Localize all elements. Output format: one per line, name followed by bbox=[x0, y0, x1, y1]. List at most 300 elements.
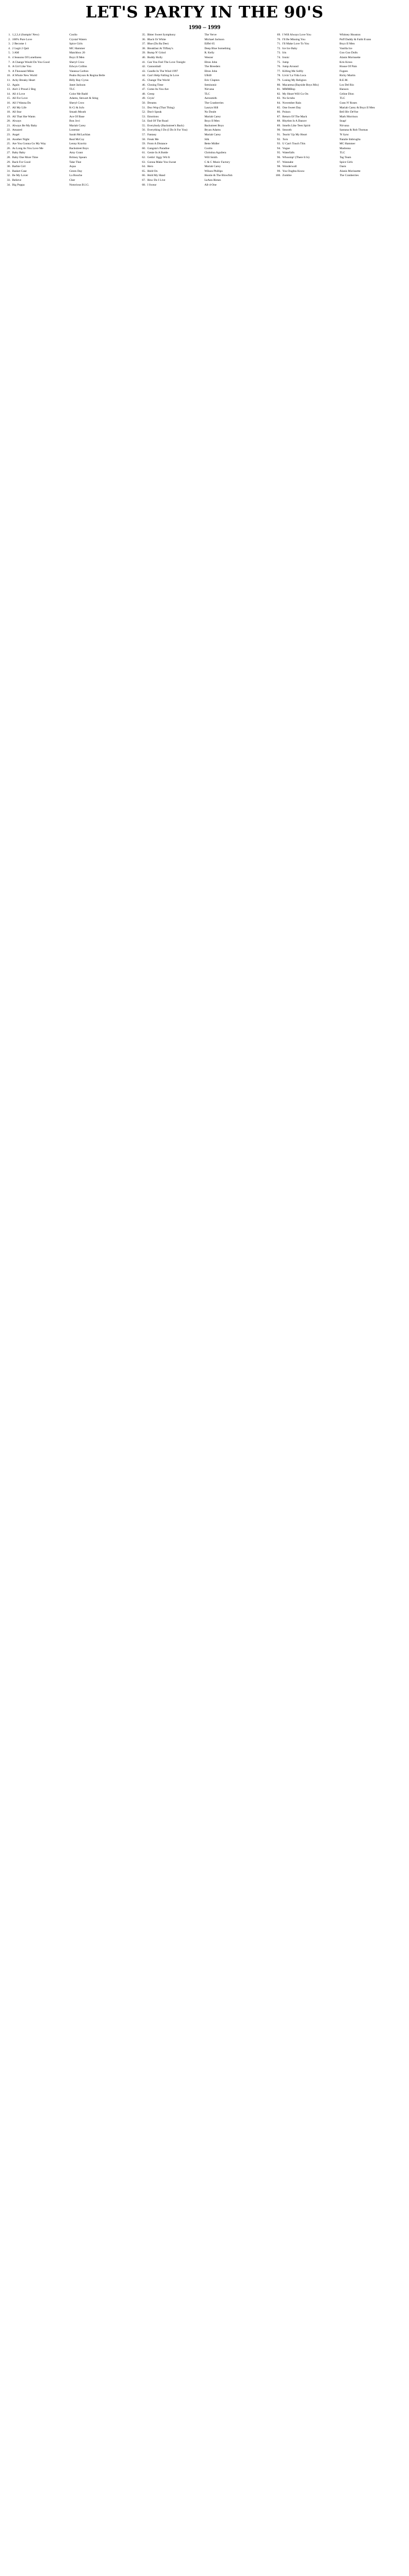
song-entry bbox=[137, 133, 271, 137]
song-title: 3 AM bbox=[12, 51, 19, 55]
entry-number: 12. bbox=[7, 83, 11, 87]
song-title: November Rain bbox=[282, 101, 302, 105]
song-title: Always bbox=[12, 119, 22, 123]
artist-name: Santana & Rob Thomas bbox=[339, 128, 368, 132]
artist-name: TLC bbox=[69, 88, 75, 91]
entry-number: 92. bbox=[277, 137, 281, 141]
entry-number: 68. bbox=[142, 183, 146, 187]
song-title: Can You Feel The Love Tonight bbox=[147, 60, 186, 64]
entry-number: 91. bbox=[277, 133, 281, 137]
song-title: Vogue bbox=[282, 146, 290, 150]
song-title: As Long As You Love Me bbox=[12, 146, 43, 150]
artist-name: Mark Morrison bbox=[339, 115, 358, 118]
song-title: End Of The Road bbox=[147, 119, 168, 123]
song-title: Another Night bbox=[12, 137, 30, 141]
song-entry bbox=[137, 69, 271, 74]
entry-number: 71. bbox=[277, 42, 281, 46]
song-title: Ice Ice Baby bbox=[282, 47, 297, 50]
song-title: Losing My Religion bbox=[282, 78, 307, 82]
song-entry bbox=[2, 151, 137, 155]
page-title: LET'S PARTY IN THE 90'S bbox=[85, 3, 324, 22]
entry-number: 38. bbox=[142, 47, 146, 50]
song-entry bbox=[2, 137, 137, 142]
entry-number: 63. bbox=[142, 160, 146, 164]
song-title: U Can't Touch This bbox=[282, 142, 306, 146]
artist-name: Kris Kross bbox=[339, 60, 352, 64]
artist-name: Sheryl Crow bbox=[69, 101, 85, 105]
song-title: One Sweet Day bbox=[282, 106, 301, 109]
artist-name: Take That bbox=[69, 160, 81, 164]
song-title: Tearin' Up My Heart bbox=[282, 133, 307, 137]
song-entry bbox=[272, 65, 407, 69]
entry-number: 61. bbox=[142, 151, 146, 155]
song-title: Baby Baby bbox=[12, 151, 26, 155]
song-entry bbox=[137, 42, 271, 47]
song-title: Be My Lover bbox=[12, 174, 29, 178]
song-title: Dreams bbox=[147, 101, 157, 105]
song-entry bbox=[272, 128, 407, 133]
artist-name: Bell Biv DeVoe bbox=[339, 111, 358, 114]
entry-number: 8. bbox=[8, 65, 11, 69]
artist-name: Elton John bbox=[204, 69, 217, 73]
song-entry bbox=[2, 173, 137, 178]
entry-number: 24. bbox=[7, 137, 11, 141]
artist-name: Guns N' Roses bbox=[339, 101, 357, 105]
entry-number: 7. bbox=[8, 60, 11, 64]
artist-name: Nirvana bbox=[204, 88, 214, 91]
artist-name: Britney Spears bbox=[69, 156, 87, 160]
song-title: Smells Like Teen Spirit bbox=[282, 124, 311, 127]
song-entry bbox=[2, 169, 137, 174]
artist-name: The Verve bbox=[204, 33, 217, 36]
entry-number: 69. bbox=[277, 33, 281, 36]
entry-number: 70. bbox=[277, 38, 281, 41]
entry-number: 86. bbox=[277, 111, 281, 114]
entry-number: 4. bbox=[8, 47, 11, 50]
song-entry bbox=[272, 56, 407, 60]
song-entry bbox=[272, 60, 407, 65]
song-entry bbox=[137, 92, 271, 97]
song-title: Basket Case bbox=[12, 169, 27, 173]
entry-number: 53. bbox=[142, 115, 146, 118]
artist-name: Green Day bbox=[69, 169, 83, 173]
artist-name: House Of Pain bbox=[339, 65, 357, 69]
artist-name: Eiffel 65 bbox=[204, 42, 215, 46]
song-entry bbox=[272, 42, 407, 47]
artist-name: Nirvana bbox=[339, 124, 349, 127]
entry-number: 50. bbox=[142, 101, 146, 105]
artist-name: MC Hammer bbox=[339, 142, 356, 146]
song-entry bbox=[272, 83, 407, 88]
artist-name: 'N Sync bbox=[339, 133, 349, 137]
artist-name: Mariah Carey bbox=[69, 124, 86, 127]
entry-number: 33. bbox=[7, 179, 11, 182]
artist-name: Eric Clapton bbox=[204, 78, 220, 82]
artist-name: Bette Midler bbox=[204, 142, 220, 146]
song-entry bbox=[2, 47, 137, 51]
entry-number: 77. bbox=[277, 69, 281, 73]
song-entry bbox=[2, 160, 137, 165]
song-title: Buddy Holly bbox=[147, 56, 163, 59]
song-entry bbox=[2, 51, 137, 56]
entry-number: 46. bbox=[142, 83, 146, 87]
entry-number: 65. bbox=[142, 169, 146, 173]
song-title: Emotions bbox=[147, 115, 159, 118]
song-entry bbox=[272, 155, 407, 160]
song-entry bbox=[272, 142, 407, 146]
song-entry bbox=[137, 151, 271, 155]
entry-number: 64. bbox=[142, 165, 146, 169]
artist-name: Natalie Imbruglia bbox=[339, 137, 361, 141]
artist-name: Los Del Rio bbox=[339, 83, 355, 87]
song-entry bbox=[2, 65, 137, 69]
artist-name: Coolio bbox=[69, 33, 78, 36]
entry-number: 21. bbox=[7, 124, 11, 127]
entry-number: 79. bbox=[277, 78, 281, 82]
song-entry bbox=[2, 60, 137, 65]
artist-name: Boyz II Men bbox=[339, 42, 355, 46]
song-title: Everybody (Backstreet's Back) bbox=[147, 124, 184, 127]
song-title: All For Love bbox=[12, 97, 28, 100]
song-title: Change The World bbox=[147, 78, 170, 82]
artist-name: Vanessa Carlton bbox=[69, 69, 89, 73]
song-entry bbox=[137, 106, 271, 111]
entry-number: 19. bbox=[7, 115, 11, 118]
song-entry bbox=[272, 96, 407, 101]
song-entry bbox=[2, 101, 137, 106]
entry-number: 85. bbox=[277, 106, 281, 109]
song-entry bbox=[2, 183, 137, 188]
artist-name: Aerosmith bbox=[204, 97, 217, 100]
artist-name: Real McCoy bbox=[69, 137, 85, 141]
song-entry bbox=[2, 178, 137, 183]
entry-number: 37. bbox=[142, 42, 146, 46]
song-entry bbox=[137, 47, 271, 51]
entry-number: 27. bbox=[7, 151, 11, 155]
entry-number: 67. bbox=[142, 179, 146, 182]
artist-name: All-4-One bbox=[204, 183, 217, 187]
song-entry bbox=[272, 133, 407, 137]
entry-number: 57. bbox=[142, 133, 146, 137]
song-title: Can't Help Falling In Love bbox=[147, 74, 179, 78]
song-entry bbox=[2, 115, 137, 119]
entry-number: 73. bbox=[277, 51, 281, 55]
artist-name: R. Kelly bbox=[204, 51, 215, 55]
song-title: Jump Around bbox=[282, 65, 298, 69]
artist-name: Christina Aguilera bbox=[204, 151, 226, 155]
song-title: Achy Breaky Heart bbox=[12, 78, 35, 82]
artist-name: Backstreet Boys bbox=[69, 146, 89, 150]
entry-number: 47. bbox=[142, 88, 146, 91]
entry-number: 84. bbox=[277, 101, 281, 105]
entry-number: 44. bbox=[142, 74, 146, 78]
song-title: Creep bbox=[147, 92, 154, 96]
artist-name: Smash Mouth bbox=[69, 111, 86, 114]
entry-number: 9. bbox=[8, 69, 11, 73]
song-title: 100% Pure Love bbox=[12, 38, 32, 41]
song-entry bbox=[272, 115, 407, 119]
artist-name: Crystal Waters bbox=[69, 38, 87, 41]
song-entry bbox=[2, 119, 137, 124]
entry-number: 49. bbox=[142, 97, 146, 100]
song-entry bbox=[272, 73, 407, 78]
song-title: Return Of The Mack bbox=[282, 115, 307, 118]
song-entry bbox=[2, 92, 137, 97]
entry-number: 88. bbox=[277, 119, 281, 123]
entry-number: 43. bbox=[142, 69, 146, 73]
song-title: Fantasy bbox=[147, 133, 157, 137]
song-title: Wannabe bbox=[282, 160, 294, 164]
entry-number: 76. bbox=[277, 65, 281, 69]
entry-number: 2. bbox=[8, 38, 11, 41]
entry-number: 40. bbox=[142, 56, 146, 59]
artist-name: Janet Jackson bbox=[69, 83, 86, 87]
page-subtitle: 1990 – 1999 bbox=[188, 23, 221, 31]
artist-name: Alanis Morissette bbox=[339, 56, 361, 59]
artist-name: Madonna bbox=[339, 146, 351, 150]
entry-number: 22. bbox=[7, 128, 11, 132]
artist-name: Semisonic bbox=[204, 83, 217, 87]
song-title: You Oughta Know bbox=[282, 169, 305, 173]
artist-name: TLC bbox=[204, 92, 210, 96]
entry-number: 23. bbox=[7, 133, 11, 137]
artist-name: Michael Jackson bbox=[204, 38, 224, 41]
entry-number: 17. bbox=[7, 106, 11, 109]
song-title: All Star bbox=[12, 111, 22, 114]
song-title: My Heart Will Go On bbox=[282, 92, 308, 96]
song-title: Baby One More Time bbox=[12, 156, 38, 160]
song-title: Wonderwall bbox=[282, 165, 297, 169]
artist-name: Billy Ray Cyrus bbox=[69, 78, 89, 82]
artist-name: C & C Music Factory bbox=[204, 160, 230, 164]
entry-number: 35. bbox=[142, 33, 146, 36]
song-column-2 bbox=[137, 33, 271, 2571]
artist-name: Will Smith bbox=[204, 156, 217, 160]
entry-number: 59. bbox=[142, 142, 146, 146]
song-title: I Swear bbox=[147, 183, 157, 187]
song-entry bbox=[137, 119, 271, 124]
song-entry bbox=[2, 133, 137, 137]
song-entry bbox=[137, 155, 271, 160]
artist-name: Hootie & The Blowfish bbox=[204, 174, 233, 178]
entry-number: 93. bbox=[277, 142, 281, 146]
song-title: Bump N' Grind bbox=[147, 51, 166, 55]
artist-name: Tag Team bbox=[339, 156, 351, 160]
artist-name: Lauryn Hill bbox=[204, 106, 219, 109]
song-title: I'll Be Missing You bbox=[282, 38, 305, 41]
song-entry bbox=[2, 78, 137, 83]
song-title: Again bbox=[12, 83, 20, 87]
song-entry bbox=[2, 96, 137, 101]
entry-number: 32. bbox=[7, 174, 11, 178]
song-entry bbox=[272, 51, 407, 56]
song-title: Big Poppa bbox=[12, 183, 25, 187]
artist-name: Backstreet Boys bbox=[204, 124, 224, 127]
song-entry bbox=[272, 119, 407, 124]
artist-name: Spice Girls bbox=[69, 42, 83, 46]
song-title: Ironic bbox=[282, 56, 290, 59]
entry-number: 60. bbox=[142, 146, 146, 150]
artist-name: No Doubt bbox=[204, 111, 216, 114]
artist-name: Whitney Houston bbox=[339, 33, 361, 36]
entry-number: 18. bbox=[7, 111, 11, 114]
song-title: Hold On bbox=[147, 169, 158, 173]
entry-number: 20. bbox=[7, 119, 11, 123]
entry-number: 41. bbox=[142, 60, 146, 64]
song-title: Breakfast At Tiffany's bbox=[147, 47, 174, 50]
song-title: A Change Would Do You Good bbox=[12, 60, 50, 64]
entry-number: 100. bbox=[275, 174, 281, 178]
entry-number: 99. bbox=[277, 169, 281, 173]
song-entry bbox=[272, 124, 407, 128]
artist-name: Goo Goo Dolls bbox=[339, 51, 358, 55]
entry-number: 96. bbox=[277, 156, 281, 160]
artist-name: Coolio bbox=[204, 146, 213, 150]
song-title: Gettin' Jiggy Wit It bbox=[147, 156, 170, 160]
song-title: Killing Me Softly bbox=[282, 69, 304, 73]
entry-number: 80. bbox=[277, 83, 281, 87]
song-title: Back For Good bbox=[12, 160, 31, 164]
song-entry bbox=[137, 178, 271, 183]
entry-number: 58. bbox=[142, 137, 146, 141]
song-title: Don't Speak bbox=[147, 111, 162, 114]
song-entry bbox=[137, 73, 271, 78]
song-entry bbox=[137, 33, 271, 38]
artist-name: Aqua bbox=[69, 165, 76, 169]
song-column-1 bbox=[2, 33, 137, 2571]
song-entry bbox=[2, 155, 137, 160]
entry-number: 94. bbox=[277, 146, 281, 150]
song-title: Poison bbox=[282, 111, 290, 114]
artist-name: Edwyn Collins bbox=[69, 65, 87, 69]
song-entry bbox=[137, 146, 271, 151]
entry-number: 16. bbox=[7, 101, 11, 105]
artist-name: Color Me Badd bbox=[69, 92, 88, 96]
entry-number: 31. bbox=[7, 169, 11, 173]
song-title: Come As You Are bbox=[147, 88, 169, 91]
song-title: Doo Wop (That Thing) bbox=[147, 106, 175, 109]
song-title: Hero bbox=[147, 165, 153, 169]
song-entry bbox=[137, 110, 271, 115]
artist-name: Deep Blue Something bbox=[204, 47, 231, 50]
song-title: Zombie bbox=[282, 174, 292, 178]
song-entry bbox=[2, 128, 137, 133]
song-entry bbox=[272, 164, 407, 169]
song-title: Bitter Sweet Symphony bbox=[147, 33, 176, 36]
entry-number: 34. bbox=[7, 183, 11, 187]
song-title: Rhythm Is A Dancer bbox=[282, 119, 307, 123]
entry-number: 83. bbox=[277, 97, 281, 100]
artist-name: Amy Grant bbox=[69, 151, 83, 155]
song-entry bbox=[2, 164, 137, 169]
song-title: Angel bbox=[12, 133, 20, 137]
song-entry bbox=[137, 56, 271, 60]
artist-name: Oasis bbox=[339, 165, 347, 169]
song-entry bbox=[272, 173, 407, 178]
song-entry bbox=[2, 73, 137, 78]
song-title: From A Distance bbox=[147, 142, 168, 146]
entry-number: 36. bbox=[142, 38, 146, 41]
song-title: Believe bbox=[12, 179, 22, 182]
song-title: Waterfalls bbox=[282, 151, 295, 155]
entry-number: 82. bbox=[277, 92, 281, 96]
song-entry bbox=[137, 65, 271, 69]
song-entry bbox=[2, 42, 137, 47]
entry-number: 5. bbox=[8, 51, 11, 55]
song-entry bbox=[272, 87, 407, 92]
entry-number: 81. bbox=[277, 88, 281, 91]
song-title: Ain't 2 Proud 2 Beg bbox=[12, 88, 36, 91]
song-entry bbox=[137, 137, 271, 142]
song-title: Livin' La Vida Loca bbox=[282, 74, 306, 78]
song-title: All That She Wants bbox=[12, 115, 35, 118]
song-title: MMMBop bbox=[282, 88, 295, 91]
artist-name: Fugees bbox=[339, 69, 348, 73]
artist-name: Celine Dion bbox=[339, 92, 354, 96]
song-entry bbox=[272, 101, 407, 106]
artist-name: Mariah Carey bbox=[204, 115, 221, 118]
song-entry bbox=[2, 146, 137, 151]
song-title: Barbie Girl bbox=[12, 165, 26, 169]
song-title: Cryin' bbox=[147, 97, 155, 100]
song-title: Whoomp! (There It Is) bbox=[282, 156, 310, 160]
artist-name: Hanson bbox=[339, 88, 349, 91]
artist-name: UB40 bbox=[204, 74, 212, 78]
artist-name: TLC bbox=[339, 97, 346, 100]
song-entry bbox=[137, 60, 271, 65]
artist-name: Elton John bbox=[204, 60, 217, 64]
entry-number: 11. bbox=[7, 78, 11, 82]
song-entry bbox=[272, 69, 407, 74]
song-entry bbox=[137, 183, 271, 188]
artist-name: The Breeders bbox=[204, 65, 221, 69]
song-entry bbox=[272, 106, 407, 111]
song-entry bbox=[2, 69, 137, 74]
song-entry bbox=[137, 128, 271, 133]
song-entry bbox=[137, 51, 271, 56]
song-title: Are You Gonna Go My Way bbox=[12, 142, 46, 146]
artist-name: Lenny Kravitz bbox=[69, 142, 87, 146]
song-entry bbox=[272, 146, 407, 151]
song-entry bbox=[2, 33, 137, 38]
song-entry bbox=[137, 124, 271, 128]
entry-number: 15. bbox=[7, 97, 11, 100]
song-entry bbox=[2, 106, 137, 111]
song-title: A Thousand Miles bbox=[12, 69, 34, 73]
artist-name: La Bouche bbox=[69, 174, 83, 178]
entry-number: 62. bbox=[142, 156, 146, 160]
song-entry bbox=[272, 151, 407, 155]
artist-name: Snap! bbox=[339, 119, 347, 123]
song-entry bbox=[272, 110, 407, 115]
entry-number: 3. bbox=[8, 42, 11, 46]
song-title: I Will Always Love You bbox=[282, 33, 311, 36]
artist-name: Mariah Carey bbox=[204, 133, 221, 137]
artist-name: Wilson Phillips bbox=[204, 169, 223, 173]
song-entry bbox=[2, 56, 137, 60]
song-entry bbox=[272, 92, 407, 97]
song-title: 4 Seasons Of Loneliness bbox=[12, 56, 42, 59]
song-entry bbox=[137, 164, 271, 169]
song-entry bbox=[2, 38, 137, 42]
artist-name: Vanilla Ice bbox=[339, 47, 352, 50]
artist-name: Spice Girls bbox=[339, 160, 353, 164]
entry-number: 29. bbox=[7, 160, 11, 164]
song-entry bbox=[137, 38, 271, 42]
song-title: Genie In A Bottle bbox=[147, 151, 168, 155]
artist-name: Mariah Carey & Boyz II Men bbox=[339, 106, 375, 109]
artist-name: The Cranberries bbox=[339, 174, 359, 178]
